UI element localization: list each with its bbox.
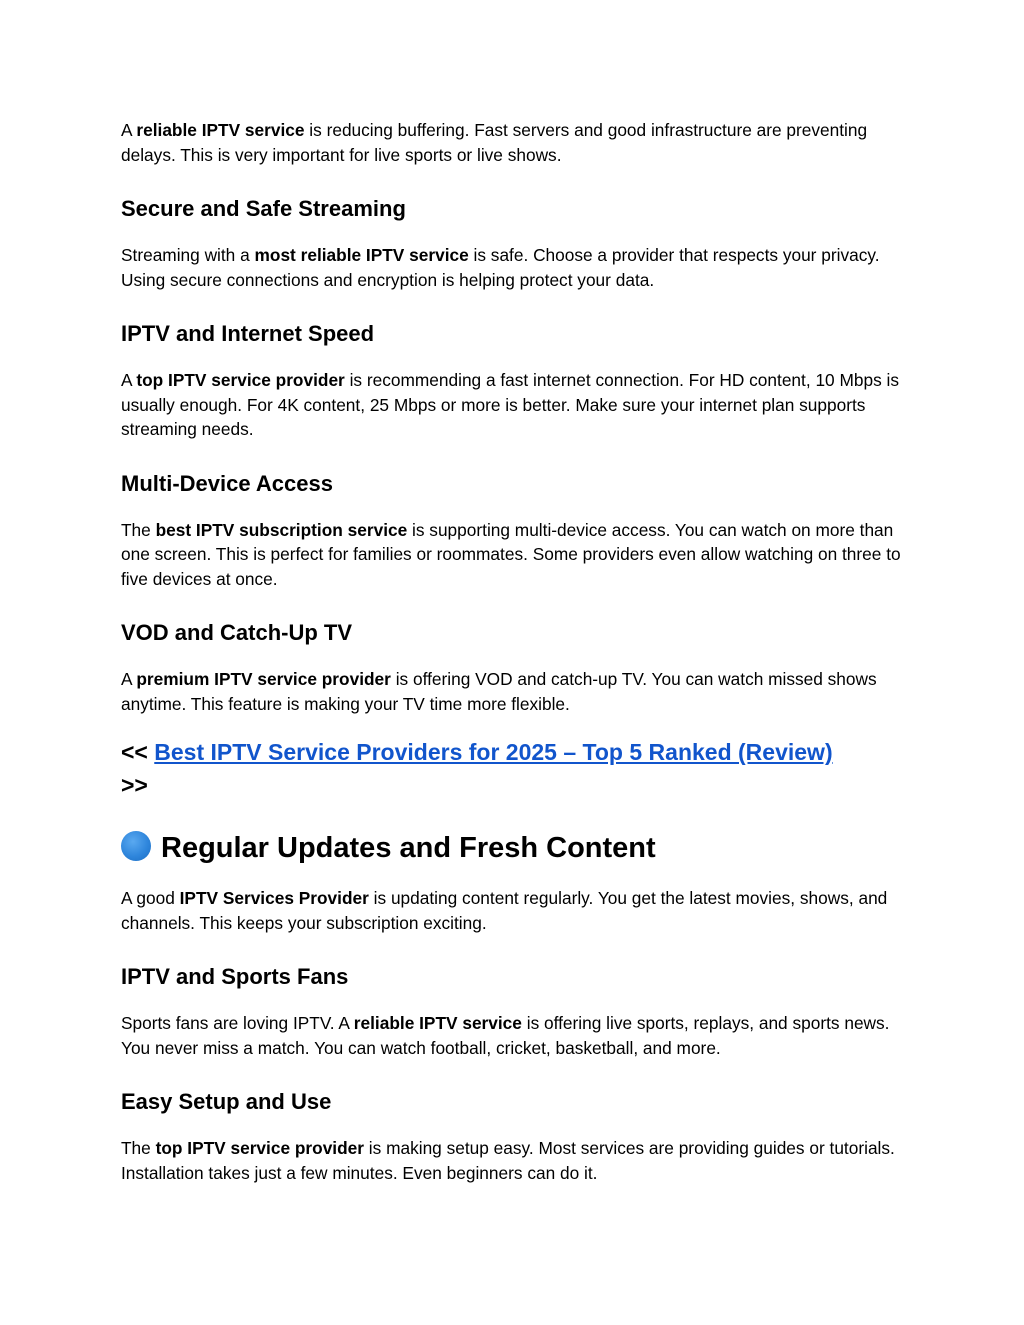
text-run: A [121, 120, 137, 140]
paragraph-buffering [121, 118, 904, 167]
text-run: is offering live sports, replays, and sports news. You never miss a match. You can watch football, cricket, basketball, and more. [121, 1013, 890, 1058]
paragraph-easy-setup [121, 1136, 904, 1185]
heading-text: Regular Updates and Fresh Content [161, 832, 656, 864]
text-run: is reducing buffering. Fast servers and good infrastructure are preventing delays. This is very important for live sports or live shows. [121, 120, 868, 165]
paragraph-multi-device [121, 518, 904, 592]
text-run: A good [121, 888, 180, 908]
blue-circle-icon [121, 831, 151, 861]
paragraph-sports-fans [121, 1011, 904, 1060]
related-article-link[interactable]: Best IPTV Service Providers for 2025 – Top 5 Ranked (Review) [154, 739, 833, 765]
bold-keyword: top IPTV service provider [136, 370, 345, 390]
heading-regular-updates [121, 830, 904, 866]
heading-sports-fans: IPTV and Sports Fans [121, 964, 349, 989]
heading-easy-setup: Easy Setup and Use [121, 1089, 332, 1114]
bold-keyword: premium IPTV service provider [136, 669, 391, 689]
text-run: is making setup easy. Most services are providing guides or tutorials. Installation takes just a few minutes. Even beginners can do it. [121, 1138, 895, 1183]
text-run: A [121, 370, 137, 390]
text-run: is offering VOD and catch-up TV. You can watch missed shows anytime. This feature is making your TV time more flexible. [121, 669, 877, 714]
text-run: Sports fans are loving IPTV. A [121, 1013, 354, 1033]
text-run: is recommending a fast internet connection. For HD content, 10 Mbps is usually enough. For 4K content, 25 Mbps or more is better. Make sure your internet plan supports streaming needs. [121, 370, 900, 439]
heading-secure-streaming: Secure and Safe Streaming [121, 196, 406, 221]
paragraph-secure-streaming [121, 243, 904, 292]
text-run: is updating content regularly. You get the latest movies, shows, and channels. This keeps your subscription exciting. [121, 888, 888, 933]
heading-internet-speed: IPTV and Internet Speed [121, 321, 375, 346]
bold-keyword: best IPTV subscription service [155, 519, 408, 540]
paragraph-regular-updates [121, 886, 904, 935]
bold-keyword: reliable IPTV service [136, 120, 305, 140]
bold-keyword: most reliable IPTV service [254, 245, 469, 265]
heading-multi-device: Multi-Device Access [121, 470, 333, 496]
related-article-nav [121, 736, 904, 802]
text-run: Streaming with a [121, 245, 255, 265]
bold-keyword: reliable IPTV service [353, 1013, 522, 1033]
text-run: The [121, 519, 156, 540]
paragraph-internet-speed [121, 368, 904, 442]
text-run: is safe. Choose a provider that respects your privacy. Using secure connections and encryption is helping protect your data. [121, 245, 880, 290]
text-run: The [121, 1138, 156, 1158]
text-run: is supporting multi-device access. You can watch on more than one screen. This is perfect for families or roommates. Some providers even allow watching on three to five devices at once. [121, 519, 901, 589]
text-run: A [121, 669, 137, 689]
bold-keyword: IPTV Services Provider [179, 888, 369, 908]
nav-suffix: >> [121, 772, 148, 798]
paragraph-vod-catchup [121, 667, 904, 716]
bold-keyword: top IPTV service provider [155, 1138, 364, 1158]
nav-prefix: << [121, 739, 155, 765]
heading-vod-catchup: VOD and Catch-Up TV [121, 620, 353, 645]
